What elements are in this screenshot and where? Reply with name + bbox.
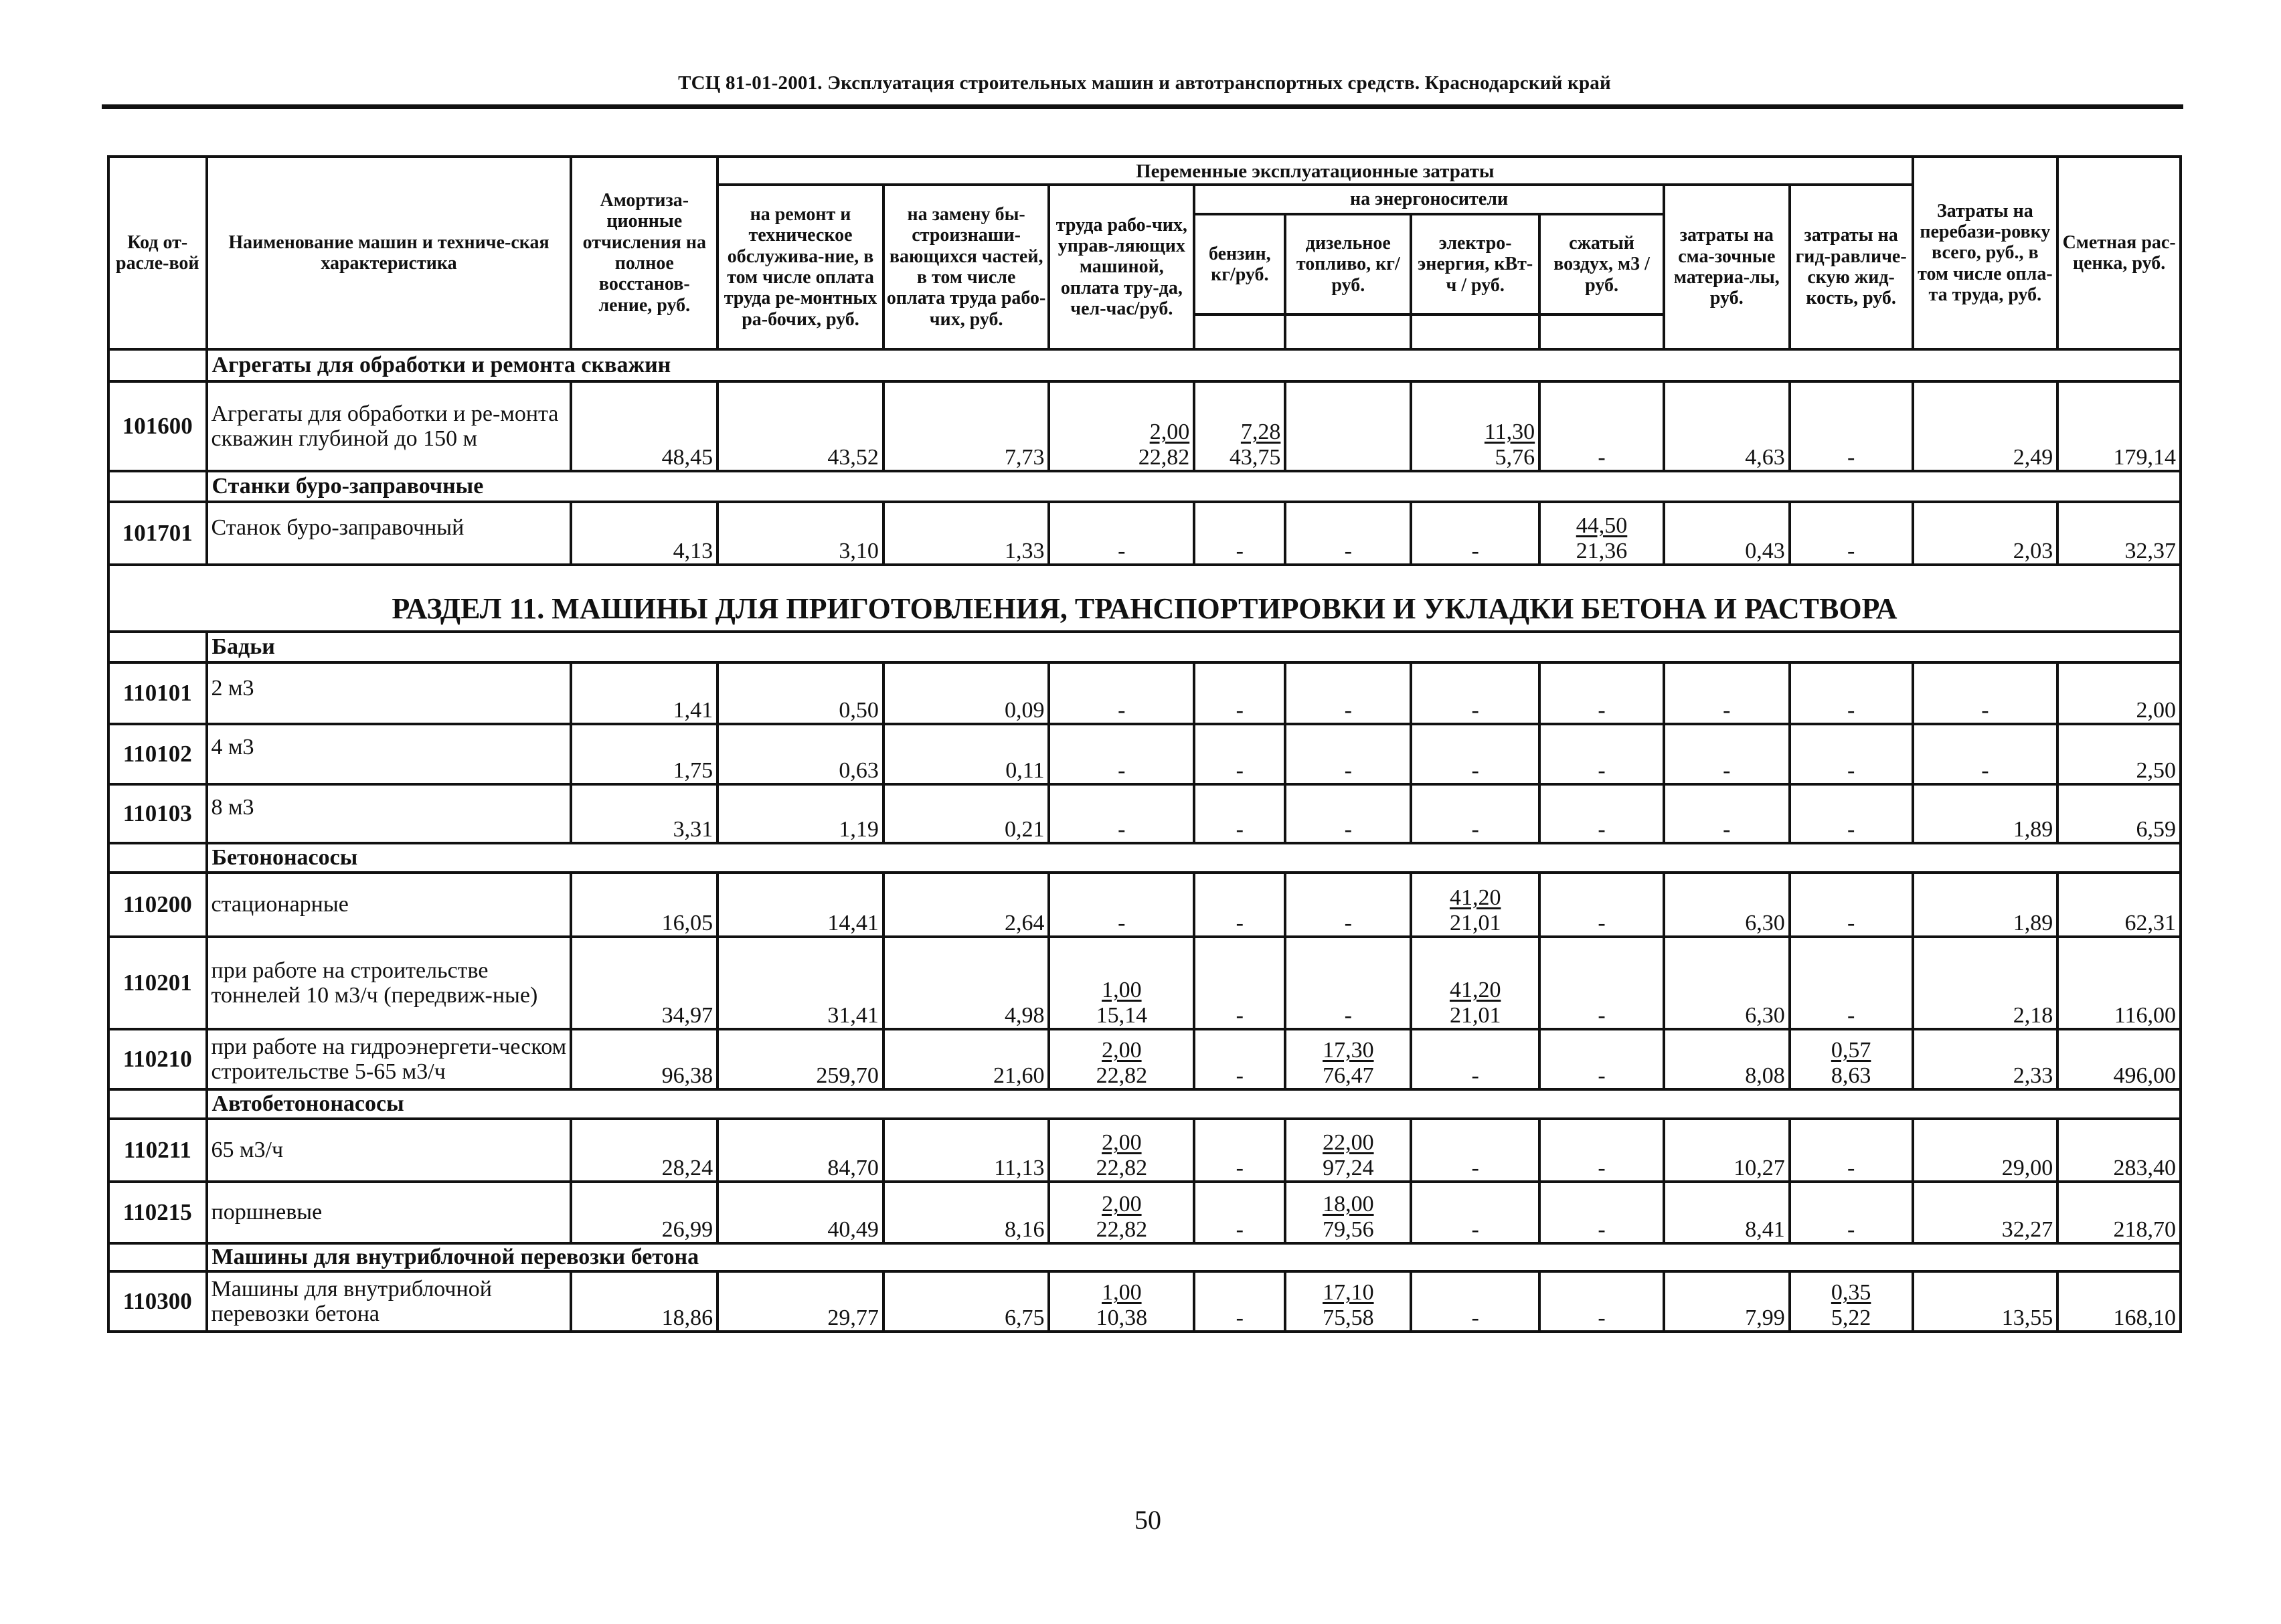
row-code: 101600 bbox=[108, 381, 207, 471]
row-name: Машины для внутриблочной перевозки бетона bbox=[207, 1271, 572, 1332]
cell-petrol: - bbox=[1194, 1119, 1285, 1182]
row-code: 101701 bbox=[108, 502, 207, 565]
cell-electric: - bbox=[1411, 1029, 1539, 1089]
cell-electric: - bbox=[1411, 502, 1539, 565]
cell-diesel-cost: 75,58 bbox=[1323, 1305, 1374, 1330]
cell-diesel-cost: 97,24 bbox=[1323, 1155, 1374, 1180]
col-header-energy: на энергоносители bbox=[1194, 185, 1664, 214]
cell-lube: 0,43 bbox=[1664, 502, 1790, 565]
cell-rate: 179,14 bbox=[2057, 381, 2181, 471]
cell-labor: - bbox=[1049, 724, 1194, 784]
cell-amort: 28,24 bbox=[571, 1119, 717, 1182]
cell-lube: - bbox=[1664, 784, 1790, 843]
cell-petrol: - bbox=[1194, 784, 1285, 843]
cell-diesel-kg: 18,00 bbox=[1323, 1192, 1374, 1217]
cell-relocation: 2,18 bbox=[1913, 937, 2058, 1029]
cell-relocation: 1,89 bbox=[1913, 873, 2058, 937]
cell-repair: 29,77 bbox=[717, 1271, 883, 1332]
group-row bbox=[108, 1243, 2181, 1271]
cell-air: - bbox=[1539, 662, 1664, 724]
cell-diesel bbox=[1285, 1119, 1411, 1182]
cell-electric: - bbox=[1411, 784, 1539, 843]
cell-labor-cost: 10,38 bbox=[1096, 1305, 1148, 1330]
cell-electric: - bbox=[1411, 724, 1539, 784]
cell-labor-hours: 1,00 bbox=[1102, 978, 1142, 1003]
cell-parts: 8,16 bbox=[883, 1182, 1049, 1243]
cell-hydraulic bbox=[1790, 1029, 1913, 1089]
table-row bbox=[108, 502, 2181, 565]
row-name: стационарные bbox=[207, 873, 572, 937]
cell-amort: 1,75 bbox=[571, 724, 717, 784]
cell-hydraulic bbox=[1790, 1271, 1913, 1332]
row-name: 2 м3 bbox=[207, 662, 572, 724]
cell-lube: - bbox=[1664, 662, 1790, 724]
cell-parts: 1,33 bbox=[883, 502, 1049, 565]
cell-petrol: - bbox=[1194, 937, 1285, 1029]
cell-relocation: 32,27 bbox=[1913, 1182, 2058, 1243]
cell-parts: 11,13 bbox=[883, 1119, 1049, 1182]
row-code: 110215 bbox=[108, 1182, 207, 1243]
cell-lube: 8,41 bbox=[1664, 1182, 1790, 1243]
cell-labor bbox=[1049, 937, 1194, 1029]
cell-labor-hours: 1,00 bbox=[1102, 1280, 1142, 1305]
cell-hydraulic: - bbox=[1790, 1119, 1913, 1182]
cell-electric-kwh: 41,20 bbox=[1449, 978, 1501, 1003]
cell-lube: 6,30 bbox=[1664, 873, 1790, 937]
cell-petrol: - bbox=[1194, 724, 1285, 784]
cell-labor bbox=[1049, 381, 1194, 471]
cell-amort: 26,99 bbox=[571, 1182, 717, 1243]
cell-parts: 6,75 bbox=[883, 1271, 1049, 1332]
row-code: 110102 bbox=[108, 724, 207, 784]
row-name: при работе на гидроэнергети-ческом строительстве 5-65 м3/ч bbox=[207, 1029, 572, 1089]
table-row bbox=[108, 1029, 2181, 1089]
cell-repair: 14,41 bbox=[717, 873, 883, 937]
cell-electric bbox=[1411, 937, 1539, 1029]
cell-rate: 62,31 bbox=[2057, 873, 2181, 937]
cell-labor-hours: 2,00 bbox=[1102, 1130, 1142, 1156]
cell-repair: 31,41 bbox=[717, 937, 883, 1029]
table-row bbox=[108, 381, 2181, 471]
cell-amort: 96,38 bbox=[571, 1029, 717, 1089]
cell-electric bbox=[1411, 873, 1539, 937]
row-code: 110101 bbox=[108, 662, 207, 724]
cell-labor-cost: 22,82 bbox=[1096, 1063, 1148, 1088]
cell-rate: 218,70 bbox=[2057, 1182, 2181, 1243]
group-row bbox=[108, 843, 2181, 873]
cell-amort: 4,13 bbox=[571, 502, 717, 565]
cell-air: - bbox=[1539, 1271, 1664, 1332]
cell-lube: 8,08 bbox=[1664, 1029, 1790, 1089]
cell-relocation: 13,55 bbox=[1913, 1271, 2058, 1332]
cell-diesel-kg: 17,10 bbox=[1323, 1280, 1374, 1305]
cell-air: - bbox=[1539, 1029, 1664, 1089]
cell-repair: 40,49 bbox=[717, 1182, 883, 1243]
cell-repair: 259,70 bbox=[717, 1029, 883, 1089]
cell-diesel bbox=[1285, 381, 1411, 471]
cell-rate: 116,00 bbox=[2057, 937, 2181, 1029]
cell-rate: 2,50 bbox=[2057, 724, 2181, 784]
cell-lube: 6,30 bbox=[1664, 937, 1790, 1029]
cell-labor: - bbox=[1049, 784, 1194, 843]
col-header-code: Код от-расле-вой bbox=[108, 157, 207, 349]
row-code: 110201 bbox=[108, 937, 207, 1029]
table-row bbox=[108, 1119, 2181, 1182]
col-header-repair: на ремонт и техническое обслужива-ние, в том числе оплата труда ре-монтных ра-бочих, руб. bbox=[717, 185, 883, 349]
cell-repair: 1,19 bbox=[717, 784, 883, 843]
cell-hydraulic-cost: 5,22 bbox=[1831, 1305, 1871, 1330]
row-code: 110210 bbox=[108, 1029, 207, 1089]
document-title: ТСЦ 81-01-2001. Эксплуатация строительных машин и автотранспортных средств. Краснодарский край bbox=[678, 72, 1611, 94]
cell-labor-cost: 22,82 bbox=[1138, 444, 1190, 470]
cell-repair: 43,52 bbox=[717, 381, 883, 471]
table-row bbox=[108, 1182, 2181, 1243]
cell-amort: 3,31 bbox=[571, 784, 717, 843]
col-header-electric: электро-энергия, кВт-ч / руб. bbox=[1411, 214, 1539, 314]
cell-amort: 1,41 bbox=[571, 662, 717, 724]
cell-petrol bbox=[1194, 381, 1285, 471]
col-header-variable-costs: Переменные эксплуатационные затраты bbox=[717, 157, 1912, 185]
cell-parts: 0,21 bbox=[883, 784, 1049, 843]
cell-labor bbox=[1049, 1029, 1194, 1089]
cell-hydraulic: - bbox=[1790, 1182, 1913, 1243]
cell-hydraulic-kg: 0,57 bbox=[1831, 1038, 1871, 1063]
row-name: 4 м3 bbox=[207, 724, 572, 784]
cell-relocation: - bbox=[1913, 724, 2058, 784]
cell-relocation: 2,03 bbox=[1913, 502, 2058, 565]
cell-electric: - bbox=[1411, 1119, 1539, 1182]
cell-labor-hours: 2,00 bbox=[1149, 420, 1190, 445]
group-title: Бетононасосы bbox=[207, 843, 2181, 873]
cell-labor: - bbox=[1049, 502, 1194, 565]
col-header-air: сжатый воздух, м3 / руб. bbox=[1539, 214, 1664, 314]
col-header-lube: затраты на сма-зочные материа-лы, руб. bbox=[1664, 185, 1790, 349]
cell-amort: 48,45 bbox=[571, 381, 717, 471]
table-row bbox=[108, 724, 2181, 784]
price-table bbox=[107, 155, 2182, 1333]
col-header-amort: Амортиза-ционные отчисления на полное восстанов-ление, руб. bbox=[571, 157, 717, 349]
row-code: 110103 bbox=[108, 784, 207, 843]
group-title: Автобетононасосы bbox=[207, 1089, 2181, 1119]
cell-electric-cost: 21,01 bbox=[1449, 1002, 1501, 1028]
cell-parts: 0,09 bbox=[883, 662, 1049, 724]
cell-air-cost: 21,36 bbox=[1576, 538, 1628, 563]
cell-hydraulic: - bbox=[1790, 502, 1913, 565]
cell-relocation: 2,49 bbox=[1913, 381, 2058, 471]
cell-diesel-kg: 17,30 bbox=[1323, 1038, 1374, 1063]
section-row bbox=[108, 565, 2181, 632]
cell-electric-kwh: 41,20 bbox=[1449, 885, 1501, 911]
cell-amort: 18,86 bbox=[571, 1271, 717, 1332]
cell-labor: - bbox=[1049, 662, 1194, 724]
cell-air bbox=[1539, 502, 1664, 565]
col-header-parts: на замену бы-строизнаши-вающихся частей, в том числе оплата труда рабо-чих, руб. bbox=[883, 185, 1049, 349]
cell-diesel bbox=[1285, 1029, 1411, 1089]
cell-rate: 6,59 bbox=[2057, 784, 2181, 843]
cell-hydraulic: - bbox=[1790, 381, 1913, 471]
cell-diesel-cost: 79,56 bbox=[1323, 1216, 1374, 1242]
cell-air: - bbox=[1539, 381, 1664, 471]
col-header-petrol: бензин, кг/руб. bbox=[1194, 214, 1285, 314]
cell-hydraulic-kg: 0,35 bbox=[1831, 1280, 1871, 1305]
cell-electric bbox=[1411, 381, 1539, 471]
cell-diesel: - bbox=[1285, 724, 1411, 784]
cell-lube: 7,99 bbox=[1664, 1271, 1790, 1332]
cell-hydraulic: - bbox=[1790, 937, 1913, 1029]
cell-air: - bbox=[1539, 937, 1664, 1029]
cell-rate: 283,40 bbox=[2057, 1119, 2181, 1182]
cell-hydraulic-cost: 8,63 bbox=[1831, 1063, 1871, 1088]
table-row bbox=[108, 662, 2181, 724]
cell-lube: 4,63 bbox=[1664, 381, 1790, 471]
cell-petrol-cost: 43,75 bbox=[1229, 444, 1281, 470]
cell-air: - bbox=[1539, 784, 1664, 843]
col-header-hydraulic: затраты на гид-равличе-скую жид-кость, руб. bbox=[1790, 185, 1913, 349]
cell-diesel: - bbox=[1285, 873, 1411, 937]
section-title: РАЗДЕЛ 11. МАШИНЫ ДЛЯ ПРИГОТОВЛЕНИЯ, ТРАНСПОРТИРОВКИ И УКЛАДКИ БЕТОНА И РАСТВОРА bbox=[108, 565, 2181, 632]
group-row bbox=[108, 1089, 2181, 1119]
cell-lube: - bbox=[1664, 724, 1790, 784]
cell-diesel bbox=[1285, 1182, 1411, 1243]
row-name: при работе на строительстве тоннелей 10 м3/ч (передвиж-ные) bbox=[207, 937, 572, 1029]
cell-hydraulic: - bbox=[1790, 724, 1913, 784]
cell-lube: 10,27 bbox=[1664, 1119, 1790, 1182]
cell-petrol: - bbox=[1194, 502, 1285, 565]
cell-repair: 0,50 bbox=[717, 662, 883, 724]
cell-labor bbox=[1049, 1271, 1194, 1332]
cell-petrol: - bbox=[1194, 1029, 1285, 1089]
cell-air: - bbox=[1539, 724, 1664, 784]
table-row bbox=[108, 873, 2181, 937]
group-title: Станки буро-заправочные bbox=[207, 471, 2181, 502]
cell-petrol: - bbox=[1194, 1271, 1285, 1332]
col-header-name: Наименование машин и техниче-ская характеристика bbox=[207, 157, 572, 349]
col-header-rate: Сметная рас-ценка, руб. bbox=[2057, 157, 2181, 349]
row-name: Станок буро-заправочный bbox=[207, 502, 572, 565]
cell-labor-hours: 2,00 bbox=[1102, 1192, 1142, 1217]
row-name: Агрегаты для обработки и ре-монта скважин глубиной до 150 м bbox=[207, 381, 572, 471]
cell-air-m3: 44,50 bbox=[1576, 513, 1628, 539]
cell-parts: 4,98 bbox=[883, 937, 1049, 1029]
cell-electric-cost: 5,76 bbox=[1495, 444, 1535, 470]
cell-relocation: 1,89 bbox=[1913, 784, 2058, 843]
cell-electric: - bbox=[1411, 1182, 1539, 1243]
cell-parts: 7,73 bbox=[883, 381, 1049, 471]
cell-labor-cost: 22,82 bbox=[1096, 1155, 1148, 1180]
cell-petrol: - bbox=[1194, 662, 1285, 724]
cell-parts: 0,11 bbox=[883, 724, 1049, 784]
cell-diesel: - bbox=[1285, 502, 1411, 565]
cell-electric-cost: 21,01 bbox=[1449, 910, 1501, 935]
row-code: 110211 bbox=[108, 1119, 207, 1182]
cell-diesel bbox=[1285, 1271, 1411, 1332]
cell-rate: 496,00 bbox=[2057, 1029, 2181, 1089]
col-header-relocation: Затраты на перебази-ровку всего, руб., в том числе опла-та труда, руб. bbox=[1913, 157, 2058, 349]
group-row bbox=[108, 471, 2181, 502]
cell-labor-cost: 22,82 bbox=[1096, 1216, 1148, 1242]
title-underline bbox=[102, 104, 2183, 109]
row-name: 65 м3/ч bbox=[207, 1119, 572, 1182]
cell-parts: 21,60 bbox=[883, 1029, 1049, 1089]
group-title: Агрегаты для обработки и ремонта скважин bbox=[207, 349, 2181, 381]
cell-electric: - bbox=[1411, 662, 1539, 724]
header-row-1 bbox=[108, 157, 2181, 185]
cell-amort: 34,97 bbox=[571, 937, 717, 1029]
group-title: Машины для внутриблочной перевозки бетона bbox=[207, 1243, 2181, 1271]
cell-repair: 0,63 bbox=[717, 724, 883, 784]
cell-repair: 3,10 bbox=[717, 502, 883, 565]
col-header-labor: труда рабо-чих, управ-ляющих машиной, оплата тру-да, чел-час/руб. bbox=[1049, 185, 1194, 349]
cell-petrol: - bbox=[1194, 1182, 1285, 1243]
table-row bbox=[108, 784, 2181, 843]
cell-parts: 2,64 bbox=[883, 873, 1049, 937]
table-row bbox=[108, 1271, 2181, 1332]
cell-labor-cost: 15,14 bbox=[1096, 1002, 1148, 1028]
col-header-diesel: дизельное топливо, кг/руб. bbox=[1285, 214, 1411, 314]
cell-rate: 32,37 bbox=[2057, 502, 2181, 565]
group-row bbox=[108, 632, 2181, 662]
cell-diesel: - bbox=[1285, 662, 1411, 724]
row-name: поршневые bbox=[207, 1182, 572, 1243]
table-row bbox=[108, 937, 2181, 1029]
cell-relocation: - bbox=[1913, 662, 2058, 724]
cell-labor: - bbox=[1049, 873, 1194, 937]
cell-rate: 168,10 bbox=[2057, 1271, 2181, 1332]
cell-petrol: - bbox=[1194, 873, 1285, 937]
group-title: Бадьи bbox=[207, 632, 2181, 662]
cell-hydraulic: - bbox=[1790, 873, 1913, 937]
cell-relocation: 29,00 bbox=[1913, 1119, 2058, 1182]
page-number: 50 bbox=[1134, 1505, 1161, 1535]
cell-repair: 84,70 bbox=[717, 1119, 883, 1182]
cell-amort: 16,05 bbox=[571, 873, 717, 937]
cell-diesel: - bbox=[1285, 784, 1411, 843]
cell-labor bbox=[1049, 1119, 1194, 1182]
group-row bbox=[108, 349, 2181, 381]
cell-air: - bbox=[1539, 1119, 1664, 1182]
cell-labor-hours: 2,00 bbox=[1102, 1038, 1142, 1063]
cell-rate: 2,00 bbox=[2057, 662, 2181, 724]
row-code: 110200 bbox=[108, 873, 207, 937]
cell-petrol-kg: 7,28 bbox=[1240, 420, 1281, 445]
cell-diesel: - bbox=[1285, 937, 1411, 1029]
cell-air: - bbox=[1539, 873, 1664, 937]
cell-electric: - bbox=[1411, 1271, 1539, 1332]
cell-labor bbox=[1049, 1182, 1194, 1243]
cell-air: - bbox=[1539, 1182, 1664, 1243]
cell-relocation: 2,33 bbox=[1913, 1029, 2058, 1089]
row-name: 8 м3 bbox=[207, 784, 572, 843]
cell-electric-kwh: 11,30 bbox=[1484, 420, 1535, 445]
cell-diesel-cost: 76,47 bbox=[1323, 1063, 1374, 1088]
cell-hydraulic: - bbox=[1790, 662, 1913, 724]
cell-diesel-kg: 22,00 bbox=[1323, 1130, 1374, 1156]
cell-hydraulic: - bbox=[1790, 784, 1913, 843]
row-code: 110300 bbox=[108, 1271, 207, 1332]
